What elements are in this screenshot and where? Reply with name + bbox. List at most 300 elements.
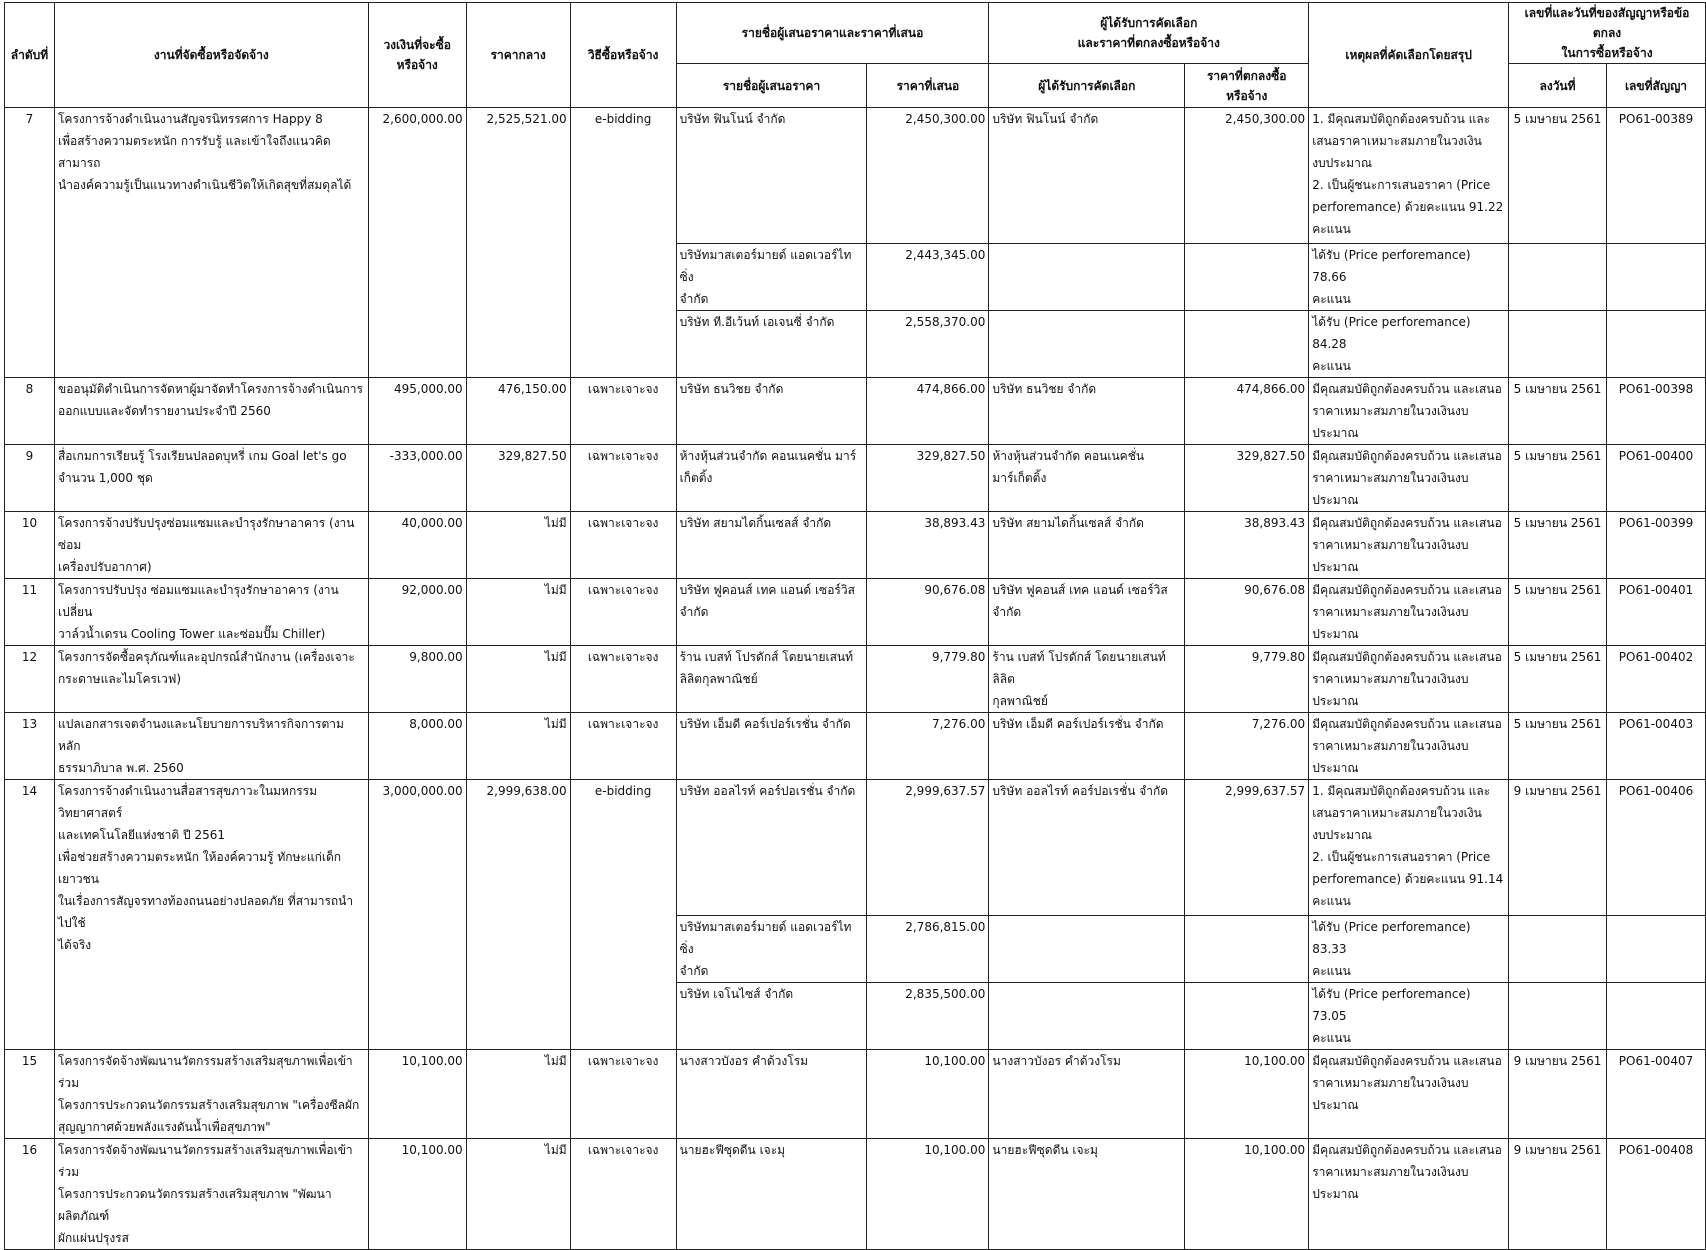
bid-price-text: 329,827.50 [916,449,986,463]
selection-reason [1309,579,1509,646]
agreed-price-text: 38,893.43 [1244,516,1306,530]
bidder-name-text: บริษัท ที.อีเว้นท์ เอเจนซี่ จำกัด [679,315,835,329]
median-price-text: 2,525,521.00 [486,112,567,126]
contract-number [1607,916,1706,983]
contract-date [1509,983,1607,1050]
budget-amount [368,579,466,646]
header-winner-group: ผู้ได้รับการคัดเลือก และราคาที่ตกลงซื้อหรือจ้าง [989,3,1309,64]
agreed-price [1185,378,1309,445]
table-row [5,1139,1706,1250]
table-row [5,579,1706,646]
median-price-text: ไม่มี [544,717,567,731]
contract-number-text: PO61-00398 [1618,382,1694,396]
bidder-name [676,244,867,311]
header-median-price: ราคากลาง [466,3,570,108]
procurement-method-text: เฉพาะเจาะจง [587,650,659,664]
bidder-name [676,311,867,378]
bidder-name-text: บริษัทมาสเตอร์มายด์ แอดเวอร์ไทซิ่ง จำกัด [679,248,852,306]
bid-price-text: 2,786,815.00 [905,920,986,934]
work-description [54,713,368,780]
median-price-text: ไม่มี [544,1054,567,1068]
budget-amount [368,780,466,1050]
row-number-text: 13 [21,717,38,731]
selection-reason-text: มีคุณสมบัติถูกต้องครบถ้วน และเสนอ ราคาเหมาะสมภายในวงเงินงบประมาณ [1312,1054,1502,1112]
header-bid-price: ราคาที่เสนอ [867,64,989,108]
work-description-text: ขออนุมัติดำเนินการจัดหาผู้มาจัดทำโครงการจ้างดำเนินการ ออกแบบและจัดทำรายงานประจำปี 2560 [57,382,363,418]
table-row [5,1050,1706,1139]
agreed-price-text: 10,100.00 [1244,1143,1306,1157]
selection-reason-text: มีคุณสมบัติถูกต้องครบถ้วน และเสนอ ราคาเหมาะสมภายในวงเงินงบประมาณ [1312,382,1502,440]
procurement-method [570,445,676,512]
winner-name [989,108,1185,244]
header-reason: เหตุผลที่คัดเลือกโดยสรุป [1309,3,1509,108]
work-description-text: โครงการจัดซื้อครุภัณฑ์และอุปกรณ์สำนักงาน (เครื่องเจาะ กระดาษและไมโครเวฟ) [57,650,355,686]
contract-date-text: 9 เมษายน 2561 [1513,1143,1602,1157]
selection-reason [1309,108,1509,244]
procurement-report-sheet [4,2,1706,1250]
selection-reason-text: ได้รับ (Price perforemance) 78.66 คะแนน [1312,248,1471,306]
median-price [466,108,570,378]
header-method: วิธีซื้อหรือจ้าง [570,3,676,108]
selection-reason-text: มีคุณสมบัติถูกต้องครบถ้วน และเสนอ ราคาเหมาะสมภายในวงเงินงบประมาณ [1312,583,1502,641]
procurement-method-text: เฉพาะเจาะจง [587,717,659,731]
work-description-text: โครงการจ้างดำเนินงานสื่อสารสุขภาวะในมหกรรมวิทยาศาสตร์ และเทคโนโลยีแห่งชาติ ปี 2561 เพื่อช่วยสร้างความตระหนัก ให้องค์ความรู้ ทักษะแก่เด็กเยาวชน ในเรื่องการสัญจรทางท้องถนนอย่างปลอดภัย ที่สามารถนำไปใช้ ได้จริง [57,784,354,952]
budget-amount-text: 9,800.00 [409,650,463,664]
table-row [5,713,1706,780]
bidder-name-text: บริษัทมาสเตอร์มายด์ แอดเวอร์ไทซิ่ง จำกัด [679,920,852,978]
row-number [5,378,55,445]
header-no: ลำดับที่ [5,3,55,108]
selection-reason [1309,983,1509,1050]
agreed-price [1185,244,1309,311]
agreed-price [1185,780,1309,916]
winner-name [989,1139,1185,1250]
bidder-name [676,512,867,579]
agreed-price [1185,713,1309,780]
contract-number-text: PO61-00389 [1618,112,1694,126]
bid-price [867,311,989,378]
bid-price-text: 38,893.43 [924,516,986,530]
contract-date-text: 5 เมษายน 2561 [1513,650,1602,664]
bid-price-text: 2,443,345.00 [905,248,986,262]
contract-number-text: PO61-00400 [1618,449,1694,463]
contract-number [1607,579,1706,646]
winner-name-text: นางสาวบังอร คำด้วงโรม [992,1054,1121,1068]
winner-name [989,512,1185,579]
contract-date-text: 5 เมษายน 2561 [1513,112,1602,126]
agreed-price-text: 7,276.00 [1251,717,1306,731]
row-number [5,780,55,1050]
bid-price [867,713,989,780]
work-description-text: โครงการจ้างปรับปรุงซ่อมแซมและบำรุงรักษาอาคาร (งานซ่อม เครื่องปรับอากาศ) [57,516,355,574]
row-number [5,1050,55,1139]
contract-number [1607,713,1706,780]
contract-number [1607,646,1706,713]
row-number [5,579,55,646]
agreed-price-text: 10,100.00 [1244,1054,1306,1068]
procurement-method-text: เฉพาะเจาะจง [587,583,659,597]
bid-price [867,445,989,512]
median-price-text: ไม่มี [544,1143,567,1157]
contract-number-text: PO61-00407 [1618,1054,1694,1068]
header-budget: วงเงินที่จะซื้อ หรือจ้าง [368,3,466,108]
budget-amount-text: 2,600,000.00 [382,112,463,126]
procurement-method [570,378,676,445]
selection-reason-text: ได้รับ (Price perforemance) 73.05 คะแนน [1312,987,1471,1045]
bidder-name [676,646,867,713]
bid-price [867,512,989,579]
bidder-name [676,445,867,512]
winner-name-text: นายฮะฟีซุดดีน เจะมุ [992,1143,1098,1157]
work-description-text: แปลเอกสารเจตจำนงและนโยบายการบริหารกิจการตามหลัก ธรรมาภิบาล พ.ศ. 2560 [57,717,344,775]
contract-date [1509,713,1607,780]
bidder-name-text: บริษัท เจโนไซส์ จำกัด [679,987,794,1001]
winner-name [989,983,1185,1050]
contract-date-text: 5 เมษายน 2561 [1513,382,1602,396]
work-description-text: โครงการจ้างดำเนินงานสัญจรนิทรรศการ Happy 8 เพื่อสร้างความตระหนัก การรับรู้ และเข้าใจถึงแนวคิด สามารถ นำองค์ความรู้เป็นแนวทางดำเนินชีวิตให้เกิดสุขที่สมดุลได้ [57,112,352,192]
bidder-name [676,579,867,646]
winner-name-text: บริษัท ฟูคอนส์ เทค แอนด์ เซอร์วิส จำกัด [992,583,1168,619]
header-bidder-name: รายชื่อผู้เสนอราคา [676,64,867,108]
median-price [466,780,570,1050]
median-price [466,1050,570,1139]
bidder-name [676,713,867,780]
winner-name [989,244,1185,311]
contract-number-text: PO61-00406 [1618,784,1694,798]
procurement-method [570,108,676,378]
header-work: งานที่จัดซื้อหรือจัดจ้าง [54,3,368,108]
winner-name-text: บริษัท ธนวิชย จำกัด [992,382,1097,396]
agreed-price [1185,512,1309,579]
budget-amount [368,378,466,445]
contract-date-text: 9 เมษายน 2561 [1513,1054,1602,1068]
header-winner-name: ผู้ได้รับการคัดเลือก [989,64,1185,108]
median-price-text: ไม่มี [544,516,567,530]
budget-amount-text: -333,000.00 [389,449,463,463]
procurement-method-text: เฉพาะเจาะจง [587,1143,659,1157]
row-number-text: 8 [25,382,34,396]
procurement-method-text: เฉพาะเจาะจง [587,382,659,396]
table-row [5,445,1706,512]
contract-number [1607,244,1706,311]
procurement-method [570,579,676,646]
table-row [5,378,1706,445]
bid-price-text: 90,676.08 [924,583,986,597]
header-agreed-price: ราคาที่ตกลงซื้อ หรือจ้าง [1185,64,1309,108]
contract-date [1509,646,1607,713]
contract-number-text: PO61-00402 [1618,650,1694,664]
bidder-name [676,983,867,1050]
median-price [466,445,570,512]
contract-date-text: 5 เมษายน 2561 [1513,516,1602,530]
bid-price [867,983,989,1050]
selection-reason [1309,780,1509,916]
bidder-name-text: นายฮะฟีซุดดีน เจะมุ [679,1143,786,1157]
bidder-name-text: บริษัท ธนวิชย จำกัด [679,382,784,396]
median-price-text: ไม่มี [544,583,567,597]
agreed-price-text: 329,827.50 [1236,449,1306,463]
bid-price-text: 2,999,637.57 [905,784,986,798]
bidder-name-text: บริษัท ฟูคอนส์ เทค แอนด์ เซอร์วิส จำกัด [679,583,855,619]
contract-date [1509,579,1607,646]
agreed-price-text: 2,999,637.57 [1225,784,1306,798]
table-header [5,3,1706,108]
row-number [5,512,55,579]
contract-date [1509,780,1607,916]
procurement-method [570,646,676,713]
procurement-method-text: e-bidding [594,112,652,126]
winner-name [989,713,1185,780]
winner-name-text: บริษัท เอ็มดี คอร์เปอร์เรชั่น จำกัด [992,717,1164,731]
bidder-name-text: บริษัท ฟินโนน์ จำกัด [679,112,786,126]
table-row [5,780,1706,916]
procurement-method-text: เฉพาะเจาะจง [587,516,659,530]
bid-price-text: 7,276.00 [931,717,986,731]
selection-reason-text: ได้รับ (Price perforemance) 83.33 คะแนน [1312,920,1471,978]
row-number-text: 16 [21,1143,38,1157]
contract-date [1509,916,1607,983]
procurement-table [4,2,1706,1250]
budget-amount [368,646,466,713]
selection-reason [1309,646,1509,713]
work-description [54,108,368,378]
contract-date [1509,1139,1607,1250]
budget-amount-text: 10,100.00 [401,1054,463,1068]
budget-amount [368,445,466,512]
selection-reason [1309,445,1509,512]
row-number-text: 14 [21,784,38,798]
work-description [54,378,368,445]
row-number-text: 11 [21,583,38,597]
bidder-name [676,108,867,244]
header-contract-group: เลขที่และวันที่ของสัญญาหรือข้อตกลง ในการซื้อหรือจ้าง [1509,3,1706,64]
winner-name [989,579,1185,646]
contract-number [1607,983,1706,1050]
winner-name [989,1050,1185,1139]
work-description-text: สื่อเกมการเรียนรู้ โรงเรียนปลอดบุหรี่ เกม Goal let's go จำนวน 1,000 ชุด [57,449,347,485]
contract-number [1607,108,1706,244]
bid-price [867,1050,989,1139]
agreed-price [1185,108,1309,244]
selection-reason-text: มีคุณสมบัติถูกต้องครบถ้วน และเสนอ ราคาเหมาะสมภายในวงเงินงบประมาณ [1312,516,1502,574]
row-number-text: 12 [21,650,38,664]
bid-price-text: 474,866.00 [916,382,986,396]
agreed-price [1185,1139,1309,1250]
header-date: ลงวันที่ [1509,64,1607,108]
bidder-name [676,916,867,983]
contract-date-text: 9 เมษายน 2561 [1513,784,1602,798]
contract-number-text: PO61-00399 [1618,516,1694,530]
selection-reason [1309,244,1509,311]
winner-name [989,378,1185,445]
work-description [54,579,368,646]
table-row [5,108,1706,244]
bid-price [867,780,989,916]
winner-name-text: บริษัท ออลไรท์ คอร์ปอเรชั่น จำกัด [992,784,1169,798]
header-contract-no: เลขที่สัญญา [1607,64,1706,108]
budget-amount [368,713,466,780]
contract-number [1607,378,1706,445]
bidder-name [676,1139,867,1250]
bid-price-text: 10,100.00 [924,1143,986,1157]
agreed-price [1185,646,1309,713]
procurement-method [570,713,676,780]
bid-price [867,108,989,244]
contract-date [1509,1050,1607,1139]
row-number [5,108,55,378]
budget-amount-text: 92,000.00 [401,583,463,597]
budget-amount-text: 495,000.00 [393,382,463,396]
bid-price [867,1139,989,1250]
winner-name-text: บริษัท สยามไดกิ้นเซลส์ จำกัด [992,516,1144,530]
agreed-price [1185,445,1309,512]
procurement-method [570,512,676,579]
median-price [466,646,570,713]
contract-number [1607,445,1706,512]
winner-name [989,916,1185,983]
procurement-method [570,1050,676,1139]
table-body [5,108,1706,1250]
selection-reason-text: มีคุณสมบัติถูกต้องครบถ้วน และเสนอ ราคาเหมาะสมภายในวงเงินงบประมาณ [1312,650,1502,708]
bid-price [867,378,989,445]
selection-reason-text: มีคุณสมบัติถูกต้องครบถ้วน และเสนอ ราคาเหมาะสมภายในวงเงินงบประมาณ [1312,1143,1502,1201]
median-price-text: 329,827.50 [497,449,567,463]
selection-reason [1309,1050,1509,1139]
winner-name [989,780,1185,916]
budget-amount [368,1050,466,1139]
bidder-name-text: ห้างหุ้นส่วนจำกัด คอนเนคชั่น มาร์ เก็ตติ้ง [679,449,857,485]
contract-number-text: PO61-00403 [1618,717,1694,731]
median-price [466,1139,570,1250]
work-description [54,646,368,713]
winner-name [989,445,1185,512]
contract-number [1607,1050,1706,1139]
row-number-text: 7 [25,112,34,126]
contract-date [1509,244,1607,311]
procurement-method-text: เฉพาะเจาะจง [587,449,659,463]
procurement-method-text: e-bidding [594,784,652,798]
selection-reason-text: มีคุณสมบัติถูกต้องครบถ้วน และเสนอ ราคาเหมาะสมภายในวงเงินงบประมาณ [1312,717,1502,775]
row-number-text: 9 [25,449,34,463]
agreed-price [1185,311,1309,378]
agreed-price [1185,916,1309,983]
contract-number-text: PO61-00408 [1618,1143,1694,1157]
bidder-name [676,378,867,445]
winner-name-text: ห้างหุ้นส่วนจำกัด คอนเนคชั่น มาร์เก็ตติ้ง [992,449,1145,485]
median-price-text: 476,150.00 [497,382,567,396]
selection-reason [1309,1139,1509,1250]
bidder-name-text: นางสาวบังอร คำด้วงโรม [679,1054,809,1068]
selection-reason [1309,916,1509,983]
budget-amount [368,108,466,378]
contract-date [1509,108,1607,244]
bid-price [867,916,989,983]
agreed-price [1185,1050,1309,1139]
selection-reason-text: ได้รับ (Price perforemance) 84.28 คะแนน [1312,315,1471,373]
bidder-name-text: ร้าน เบสท์ โปรดักส์ โดยนายเสนท์ ลิลิตกุลพาณิชย์ [679,650,854,686]
selection-reason [1309,311,1509,378]
agreed-price [1185,579,1309,646]
bid-price-text: 2,558,370.00 [905,315,986,329]
bidder-name-text: บริษัท เอ็มดี คอร์เปอร์เรชั่น จำกัด [679,717,851,731]
selection-reason [1309,713,1509,780]
contract-date [1509,512,1607,579]
work-description-text: โครงการปรับปรุง ซ่อมแซมและบำรุงรักษาอาคาร (งานเปลี่ยน วาล์วน้ำเดรน Cooling Tower และซ่อมปั๊ม Chiller) [57,583,339,641]
budget-amount-text: 40,000.00 [401,516,463,530]
bid-price [867,646,989,713]
table-row [5,512,1706,579]
bid-price-text: 10,100.00 [924,1054,986,1068]
median-price [466,378,570,445]
bid-price [867,244,989,311]
contract-date [1509,445,1607,512]
selection-reason-text: 1. มีคุณสมบัติถูกต้องครบถ้วน และ เสนอราคาเหมาะสมภายในวงเงิน งบประมาณ 2. เป็นผู้ชนะการเสนอราคา (Price perforemance) ด้วยคะแนน 91.14 คะแนน [1312,784,1504,908]
bid-price-text: 2,450,300.00 [905,112,986,126]
budget-amount-text: 10,100.00 [401,1143,463,1157]
contract-number [1607,1139,1706,1250]
median-price-text: 2,999,638.00 [486,784,567,798]
agreed-price-text: 2,450,300.00 [1225,112,1306,126]
row-number [5,445,55,512]
median-price [466,713,570,780]
agreed-price-text: 90,676.08 [1244,583,1306,597]
work-description-text: โครงการจัดจ้างพัฒนานวัตกรรมสร้างเสริมสุขภาพเพื่อเข้าร่วม โครงการประกวดนวัตกรรมสร้างเสริมสุขภาพ "เครื่องซีลผัก สุญญากาศด้วยพลังแรงดันน้ำเพื่อสุขภาพ" [57,1054,360,1134]
winner-name [989,311,1185,378]
contract-date [1509,311,1607,378]
winner-name-text: ร้าน เบสท์ โปรดักส์ โดยนายเสนท์ ลิลิต กุลพาณิชย์ [992,650,1166,708]
row-number [5,646,55,713]
work-description [54,1050,368,1139]
median-price-text: ไม่มี [544,650,567,664]
work-description [54,1139,368,1250]
winner-name-text: บริษัท ฟินโนน์ จำกัด [992,112,1099,126]
selection-reason-text: มีคุณสมบัติถูกต้องครบถ้วน และเสนอ ราคาเหมาะสมภายในวงเงินงบประมาณ [1312,449,1502,507]
contract-date-text: 5 เมษายน 2561 [1513,449,1602,463]
work-description [54,780,368,1050]
work-description [54,445,368,512]
work-description-text: โครงการจัดจ้างพัฒนานวัตกรรมสร้างเสริมสุขภาพเพื่อเข้าร่วม โครงการประกวดนวัตกรรมสร้างเสริมสุขภาพ "พัฒนาผลิตภัณฑ์ ผักแผ่นปรุงรส [57,1143,353,1245]
contract-date [1509,378,1607,445]
budget-amount-text: 3,000,000.00 [382,784,463,798]
bidder-name [676,1050,867,1139]
procurement-method-text: เฉพาะเจาะจง [587,1054,659,1068]
contract-number [1607,512,1706,579]
row-number-text: 15 [21,1054,38,1068]
winner-name [989,646,1185,713]
header-bidders-group: รายชื่อผู้เสนอราคาและราคาที่เสนอ [676,3,989,64]
agreed-price-text: 9,779.80 [1251,650,1306,664]
table-row [5,646,1706,713]
bidder-name-text: บริษัท สยามไดกิ้นเซลส์ จำกัด [679,516,832,530]
row-number [5,1139,55,1250]
procurement-method [570,1139,676,1250]
median-price [466,512,570,579]
contract-date-text: 5 เมษายน 2561 [1513,583,1602,597]
contract-number-text: PO61-00401 [1618,583,1694,597]
selection-reason [1309,378,1509,445]
agreed-price-text: 474,866.00 [1236,382,1306,396]
agreed-price [1185,983,1309,1050]
budget-amount-text: 8,000.00 [409,717,463,731]
bidder-name-text: บริษัท ออลไรท์ คอร์ปอเรชั่น จำกัด [679,784,856,798]
contract-date-text: 5 เมษายน 2561 [1513,717,1602,731]
row-number-text: 10 [21,516,38,530]
selection-reason-text: 1. มีคุณสมบัติถูกต้องครบถ้วน และ เสนอราคาเหมาะสมภายในวงเงิน งบประมาณ 2. เป็นผู้ชนะการเสนอราคา (Price perforemance) ด้วยคะแนน 91.22 คะแนน [1312,112,1504,236]
bid-price-text: 2,835,500.00 [905,987,986,1001]
bidder-name [676,780,867,916]
budget-amount [368,1139,466,1250]
contract-number [1607,780,1706,916]
